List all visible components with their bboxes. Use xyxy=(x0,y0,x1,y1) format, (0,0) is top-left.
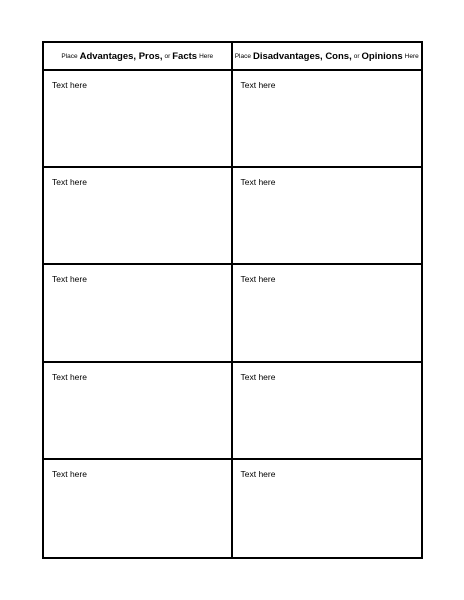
header-advantages-or: or xyxy=(164,52,171,60)
advantage-text[interactable]: Text here xyxy=(52,468,87,479)
pros-cons-table xyxy=(42,41,423,559)
disadvantage-cell[interactable] xyxy=(233,265,422,362)
disadvantage-cell[interactable] xyxy=(233,71,422,168)
header-disadvantages-place: Place xyxy=(234,52,251,60)
header-advantages-term2: Facts xyxy=(172,50,198,62)
header-disadvantages-term1: Disadvantages, Cons, xyxy=(252,50,352,62)
advantage-text[interactable]: Text here xyxy=(52,371,87,382)
advantage-text[interactable]: Text here xyxy=(52,80,87,90)
disadvantage-text[interactable]: Text here xyxy=(240,274,276,285)
header-disadvantages xyxy=(233,43,422,71)
header-advantages-here: Here xyxy=(199,52,214,60)
header-disadvantages-or: or xyxy=(353,52,360,60)
header-advantages-place: Place xyxy=(61,52,78,60)
disadvantage-cell[interactable] xyxy=(233,363,422,460)
disadvantage-cell[interactable] xyxy=(233,460,422,557)
advantage-cell[interactable] xyxy=(44,363,233,460)
header-disadvantages-term2: Opinions xyxy=(361,50,403,62)
disadvantage-text[interactable]: Text here xyxy=(240,177,276,188)
advantage-cell[interactable] xyxy=(44,265,233,362)
disadvantage-text[interactable]: Text here xyxy=(240,80,276,90)
advantage-cell[interactable] xyxy=(44,71,233,168)
advantage-cell[interactable] xyxy=(44,168,233,265)
disadvantage-text[interactable]: Text here xyxy=(240,468,276,479)
advantage-text[interactable]: Text here xyxy=(52,177,87,188)
header-advantages-term1: Advantages, Pros, xyxy=(79,50,163,62)
advantage-text[interactable]: Text here xyxy=(52,274,87,285)
header-disadvantages-here: Here xyxy=(404,52,419,60)
disadvantage-cell[interactable] xyxy=(233,168,422,265)
advantage-cell[interactable] xyxy=(44,460,233,557)
header-advantages xyxy=(44,43,233,71)
disadvantage-text[interactable]: Text here xyxy=(240,371,276,382)
